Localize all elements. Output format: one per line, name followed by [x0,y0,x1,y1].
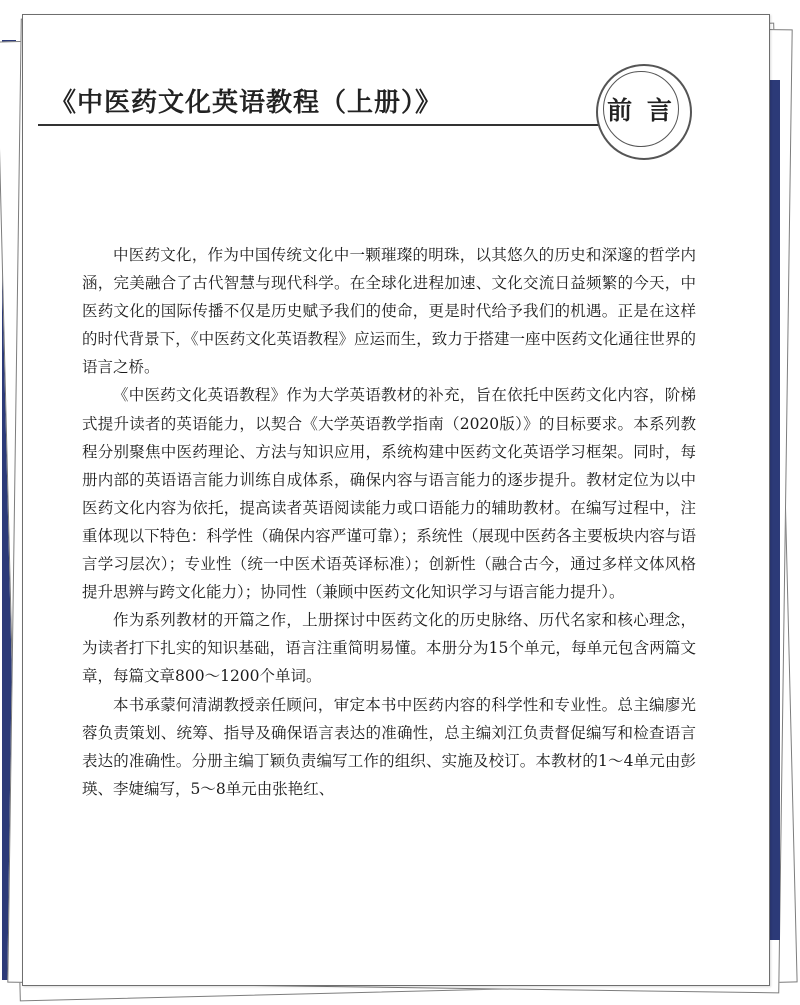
paragraph: 《中医药文化英语教程》作为大学英语教材的补充，旨在依托中医药文化内容，阶梯式提升读者的英语能力，以契合《大学英语教学指南（2020版）》的目标要求。本系列教程分别聚焦中医药理论、方法与知识应用，系统构建中医药文化英语学习框架。同时，每册内部的英语语言能力训练自成体系，确保内容与语言能力的逐步提升。教材定位为以中医药文化内容为依托，提高读者英语阅读能力或口语能力的辅助教材。在编写过程中，注重体现以下特色：科学性（确保内容严谨可靠）；系统性（展现中医药各主要板块内容与语言学习层次）；专业性（统一中医术语英译标准）；创新性（融合古今，通过多样文体风格提升思辨与跨文化能力）；协同性（兼顾中医药文化知识学习与语言能力提升）。 [82,386,696,602]
section-badge [603,71,679,147]
book-title: 《中医药文化英语教程（上册）》 [50,88,443,118]
paragraph: 本书承蒙何清湖教授亲任顾问，审定本书中医药内容的科学性和专业性。总主编廖光蓉负责策划、统筹、指导及确保语言表达的准确性，总主编刘江负责督促编写和检查语言表达的准确性。分册主编丁颖负责编写工作的组织、实施及校订。本教材的1～4单元由彭瑛、李婕编写，5～8单元由张艳红、 [82,695,696,798]
header-rule [38,124,604,126]
section-badge-label: 前 言 [607,96,675,125]
paragraph: 作为系列教材的开篇之作，上册探讨中医药文化的历史脉络、历代名家和核心理念，为读者打下扎实的知识基础，语言注重简明易懂。本册分为15个单元，每单元包含两篇文章，每篇文章800～1200个单词。 [82,611,696,686]
preface-body [82,241,696,803]
paragraph: 中医药文化，作为中国传统文化中一颗璀璨的明珠，以其悠久的历史和深邃的哲学内涵，完美融合了古代智慧与现代科学。在全球化进程加速、文化交流日益频繁的今天，中医药文化的国际传播不仅是历史赋予我们的使命，更是时代给予我们的机遇。正是在这样的时代背景下，《中医药文化英语教程》应运而生，致力于搭建一座中医药文化通往世界的语言之桥。 [82,246,696,377]
